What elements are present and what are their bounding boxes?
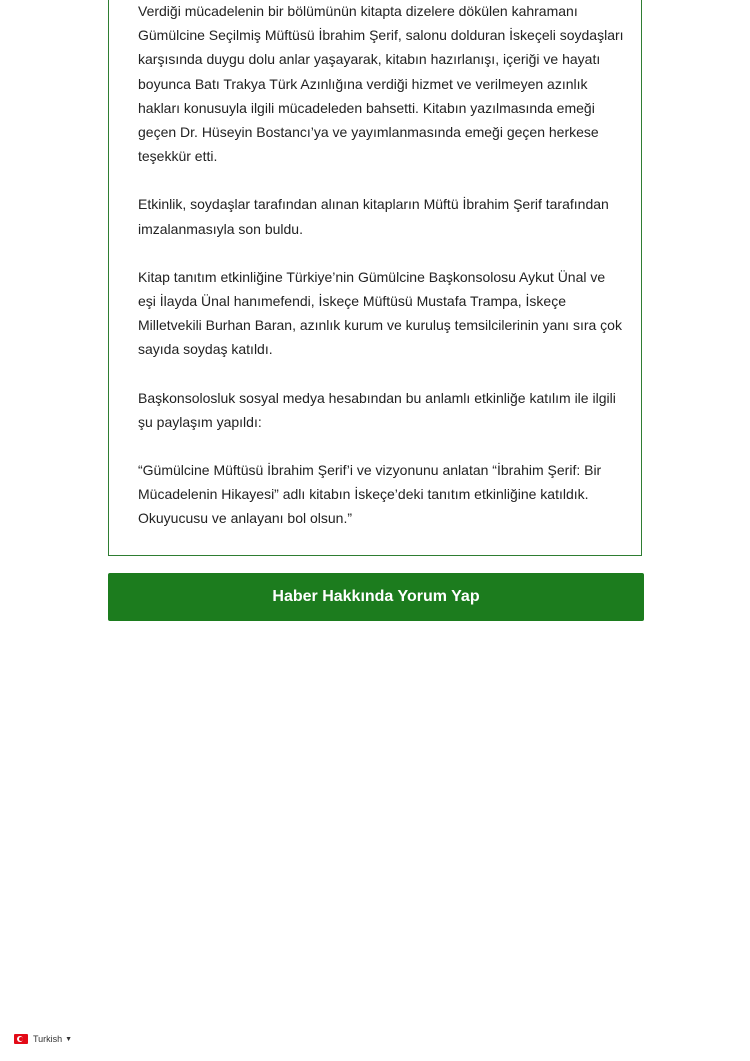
language-selector[interactable] [14, 1032, 72, 1046]
chevron-down-icon: ▼ [65, 1035, 73, 1043]
article-body [138, 0, 624, 531]
article-paragraph-4: Başkonsolosluk sosyal medya hesabından bu anlamlı etkinliğe katılım ile ilgili şu paylaşım yapıldı: [138, 389, 616, 430]
article-card [108, 0, 642, 556]
article-paragraph-5: “Gümülcine Müftüsü İbrahim Şerif’i ve vizyonunu anlatan “İbrahim Şerif: Bir Mücadelenin Hikayesi” adlı kitabın İskeçe’deki tanıtım etkinliğine katıldık. Okuyucusu ve anlayanı bol olsun.” [138, 462, 602, 527]
article-paragraph-3: Kitap tanıtım etkinliğine Türkiye’nin Gümülcine Başkonsolosu Aykut Ünal ve eşi İlayda Ünal hanımefendi, İskeçe Müftüsü Mustafa Trampa, İskeçe Milletvekili Burhan Baran, azınlık kurum ve kuruluş temsilcilerinin yanı sıra çok sayıda soydaş katıldı. [138, 268, 622, 358]
language-label: Turkish [33, 1034, 63, 1044]
turkey-flag-icon [14, 1034, 28, 1044]
comment-button[interactable]: Haber Hakkında Yorum Yap [108, 573, 644, 621]
article-paragraph-1: Verdiği mücadelenin bir bölümünün kitapta dizelere dökülen kahramanı Gümülcine Seçilmiş Müftüsü İbrahim Şerif, salonu dolduran İskeçeli soydaşları karşısında duygu dolu anlar yaşayarak, kitabın hazırlanışı, içeriği ve hayatı boyunca Batı Trakya Türk Azınlığına verdiği hizmet ve verilmeyen azınlık hakları konusuyla ilgili mücadeleden bahsetti. Kitabın yazılmasında emeği geçen Dr. Hüseyin Bostancı’ya ve yayımlanmasında emeği geçen herkese teşekkür etti. [138, 3, 624, 165]
article-paragraph-2: Etkinlik, soydaşlar tarafından alınan kitapların Müftü İbrahim Şerif tarafından imzalanmasıyla son buldu. [138, 196, 609, 237]
